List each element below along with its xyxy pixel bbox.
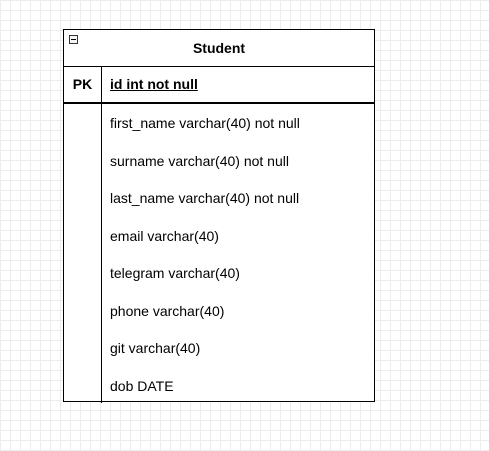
column-divider [101, 67, 102, 403]
attribute-row[interactable]: telegram varchar(40) [110, 265, 240, 281]
attribute-row[interactable]: email varchar(40) [110, 227, 219, 244]
student-entity-table[interactable] [63, 29, 375, 402]
entity-header [64, 30, 374, 67]
attribute-row[interactable]: last_name varchar(40) not null [110, 190, 300, 206]
attribute-row[interactable]: git varchar(40) [110, 340, 201, 356]
primary-key-row[interactable] [64, 67, 374, 104]
attribute-row[interactable]: first_name varchar(40) not null [110, 115, 300, 131]
entity-title: Student [192, 40, 246, 56]
pk-label: PK [72, 76, 93, 92]
attribute-row[interactable]: surname varchar(40) not null [110, 152, 289, 169]
pk-field: id int not null [110, 76, 198, 92]
attribute-row[interactable]: dob DATE [110, 377, 174, 394]
attribute-list [110, 105, 300, 405]
attribute-row[interactable]: phone varchar(40) [110, 302, 225, 319]
